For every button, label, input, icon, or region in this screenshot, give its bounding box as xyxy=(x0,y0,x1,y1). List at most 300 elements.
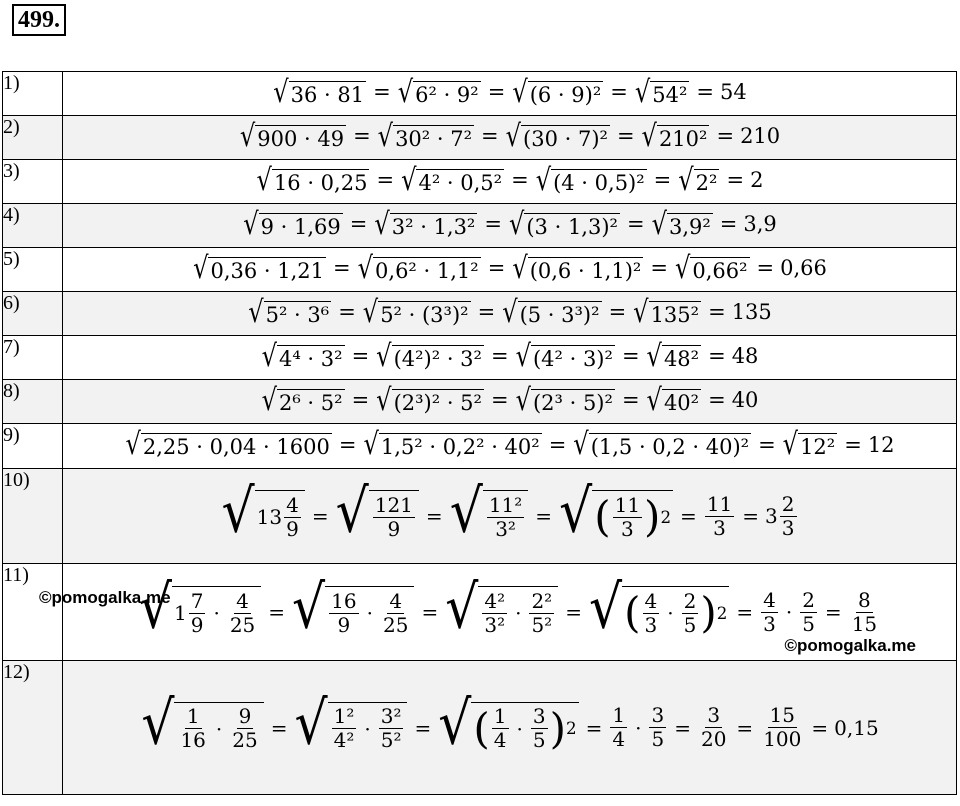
row-number-cell xyxy=(3,204,63,248)
equals-sign: = xyxy=(349,212,368,237)
radical xyxy=(376,338,484,374)
times-sign: · xyxy=(213,601,220,625)
radical xyxy=(646,382,702,418)
parenthesis: ( xyxy=(624,588,641,637)
denominator: 4² xyxy=(333,728,355,752)
radicand xyxy=(649,301,702,327)
radical-sign: √ xyxy=(261,338,277,374)
radicand xyxy=(259,213,343,239)
radicand xyxy=(264,301,332,327)
equation xyxy=(272,74,747,110)
equals-sign: = xyxy=(270,715,288,740)
radicand xyxy=(531,389,615,415)
numerator: 8 xyxy=(858,587,871,612)
result: 40 xyxy=(731,388,759,413)
equals-sign: = xyxy=(626,212,645,237)
radicand xyxy=(174,702,263,754)
numerator: 16 xyxy=(331,588,357,613)
denominator: 3 xyxy=(620,516,634,541)
radicand-text: (4² · 3)² xyxy=(532,346,613,371)
equals-sign: = xyxy=(708,344,726,369)
radical xyxy=(363,426,541,462)
equals-sign: = xyxy=(333,256,351,281)
equals-sign: = xyxy=(351,388,370,413)
whole-part: 13 xyxy=(256,505,283,529)
radical xyxy=(449,477,529,547)
fraction xyxy=(379,705,404,752)
denominator: 25 xyxy=(232,728,258,752)
radical-sign: √ xyxy=(363,426,379,462)
radical-sign: √ xyxy=(588,573,623,643)
equals-sign: = xyxy=(616,124,635,149)
row-number: 10) xyxy=(3,469,30,491)
denominator: 5² xyxy=(531,612,553,637)
radicand xyxy=(255,125,346,151)
radical-sign: √ xyxy=(374,206,390,242)
equation xyxy=(256,162,764,198)
equation xyxy=(239,118,781,154)
table-row xyxy=(3,160,957,204)
equals-sign: = xyxy=(650,256,668,281)
radicand-text: 2² xyxy=(695,170,718,195)
radicand-text: (2³)² · 5² xyxy=(393,390,482,415)
denominator: 16 xyxy=(180,728,206,752)
numerator: 4 xyxy=(389,588,403,613)
row-number-cell xyxy=(3,661,63,795)
equation xyxy=(192,250,827,286)
equals-sign: = xyxy=(376,168,395,193)
equals-sign: = xyxy=(373,80,391,105)
equals-sign: = xyxy=(477,300,496,325)
result: 12 xyxy=(867,432,895,457)
radical xyxy=(261,338,345,374)
fraction xyxy=(373,494,415,541)
radicand-text: (2³ · 5)² xyxy=(532,390,613,415)
numerator: 1 xyxy=(186,704,200,728)
expression-cell xyxy=(63,336,957,380)
radicand xyxy=(662,389,701,415)
row-number-cell xyxy=(3,116,63,160)
radicand-text: 36 · 81 xyxy=(290,82,365,107)
radicand-text: 6² · 9² xyxy=(415,82,479,107)
radical xyxy=(273,74,366,110)
radicand xyxy=(325,586,414,638)
radical xyxy=(641,118,710,154)
radical xyxy=(377,118,474,154)
equals-sign: = xyxy=(680,504,697,528)
row-number-cell xyxy=(3,469,63,564)
fraction xyxy=(610,704,627,751)
equals-sign: = xyxy=(338,432,357,457)
radicand xyxy=(379,433,542,459)
radical-sign: √ xyxy=(239,118,256,154)
equals-sign: = xyxy=(353,124,371,149)
radicand-text: 3,9² xyxy=(668,214,711,239)
equation xyxy=(247,294,772,330)
table-row xyxy=(3,292,957,336)
fraction xyxy=(230,705,259,752)
table-row xyxy=(3,72,957,116)
numerator: 9 xyxy=(238,704,252,728)
radicand xyxy=(694,169,720,195)
radicand xyxy=(369,490,419,542)
equals-sign: = xyxy=(490,388,509,413)
radical xyxy=(141,689,263,759)
radical xyxy=(335,477,419,547)
equals-sign: = xyxy=(484,212,502,237)
equation xyxy=(261,382,759,418)
denominator: 4 xyxy=(612,727,626,751)
radical-sign: √ xyxy=(362,294,379,330)
radicand-text: 2⁶ · 5² xyxy=(278,390,343,415)
equals-sign: = xyxy=(610,80,628,105)
radicand-text: 135² xyxy=(650,302,700,327)
expression-cell xyxy=(63,564,957,661)
fraction xyxy=(705,493,734,540)
table-row xyxy=(3,204,957,248)
radical-sign: √ xyxy=(651,206,667,242)
radical xyxy=(221,477,305,547)
denominator: 3 xyxy=(713,515,726,540)
equals-sign: = xyxy=(511,168,529,193)
radical xyxy=(573,426,751,462)
fraction xyxy=(332,705,357,752)
radicand-text: 48² xyxy=(663,346,700,371)
denominator: 3 xyxy=(763,611,776,636)
equals-sign: = xyxy=(490,344,509,369)
radical-sign: √ xyxy=(377,118,394,154)
radical xyxy=(261,382,345,418)
radicand xyxy=(551,169,647,195)
radical-sign: √ xyxy=(401,162,417,198)
numerator: 2 xyxy=(683,588,697,613)
radical-sign: √ xyxy=(376,382,392,418)
row-number: 5) xyxy=(3,248,20,270)
fraction xyxy=(178,705,207,752)
radicand-text: (4 · 0,5)² xyxy=(553,170,645,195)
radicand xyxy=(277,345,345,371)
equals-sign: = xyxy=(414,715,432,740)
times-sign: · xyxy=(667,601,674,625)
radical-sign: √ xyxy=(141,689,175,759)
expression-cell xyxy=(63,661,957,795)
radicand xyxy=(589,433,751,459)
radical xyxy=(362,294,471,330)
row-number-cell xyxy=(3,160,63,204)
radicand xyxy=(373,257,481,283)
radical xyxy=(674,250,750,286)
denominator: 5 xyxy=(651,727,665,751)
exponent: 2 xyxy=(716,603,728,623)
equals-sign: = xyxy=(425,504,443,528)
radical-sign: √ xyxy=(292,573,326,643)
equals-sign: = xyxy=(758,432,776,457)
radical-sign: √ xyxy=(674,250,691,286)
fraction xyxy=(780,493,797,540)
equals-sign: = xyxy=(736,715,754,740)
radical xyxy=(397,74,481,110)
fraction xyxy=(531,705,548,752)
fraction xyxy=(800,589,817,636)
radicand-text: 30² · 7² xyxy=(395,126,473,151)
radical-sign: √ xyxy=(273,74,289,110)
radical xyxy=(445,573,558,643)
radicand-text: 12² xyxy=(800,435,836,460)
row-number: 7) xyxy=(3,336,20,358)
equals-sign: = xyxy=(621,388,640,413)
numerator: 15 xyxy=(769,703,795,727)
radicand-text: 0,36 · 1,21 xyxy=(210,258,325,283)
radical xyxy=(646,338,702,374)
radicand xyxy=(662,345,701,371)
equals-sign: = xyxy=(487,256,506,281)
radicand xyxy=(650,81,689,107)
parenthesis: ) xyxy=(700,588,717,637)
equation xyxy=(138,573,881,643)
denominator: 4 xyxy=(493,728,507,752)
result: 54 xyxy=(720,80,747,105)
equals-sign: = xyxy=(756,256,775,281)
watermark: ©pomogalka.me xyxy=(784,636,916,655)
table-row xyxy=(3,116,957,160)
row-number-cell xyxy=(3,424,63,469)
radicand xyxy=(413,81,481,107)
radicand xyxy=(524,213,620,239)
radical xyxy=(515,382,615,418)
result: 0,15 xyxy=(834,715,879,740)
fraction xyxy=(850,589,879,636)
equals-sign: = xyxy=(811,715,829,740)
radical xyxy=(401,162,504,198)
radicand xyxy=(390,213,478,239)
numerator: 4 xyxy=(763,587,776,612)
radical xyxy=(243,206,343,242)
result: 2 xyxy=(750,168,764,193)
row-number-cell xyxy=(3,380,63,424)
radical xyxy=(374,206,477,242)
denominator: 5² xyxy=(380,728,402,752)
radicand-text: 40² xyxy=(663,390,700,415)
row-number: 4) xyxy=(3,204,20,226)
equation xyxy=(221,477,799,547)
equals-sign: = xyxy=(421,600,439,624)
row-number: 1) xyxy=(3,72,20,94)
task-number: 499. xyxy=(12,4,66,36)
radical-sign: √ xyxy=(445,573,479,643)
denominator: 100 xyxy=(763,727,802,751)
radical-sign: √ xyxy=(646,382,662,418)
equals-sign: = xyxy=(674,715,691,740)
equals-sign: = xyxy=(726,168,745,193)
radical xyxy=(294,689,407,759)
radicand xyxy=(528,257,644,283)
expression-cell xyxy=(63,248,957,292)
radical-sign: √ xyxy=(193,250,209,286)
radical xyxy=(502,294,601,330)
denominator: 9 xyxy=(337,612,351,637)
result: 3,9 xyxy=(743,212,777,237)
fraction xyxy=(682,590,699,637)
radical-sign: √ xyxy=(535,162,552,198)
radical-sign: √ xyxy=(641,118,657,154)
radicand-text: 4⁴ · 3² xyxy=(278,346,343,371)
equals-sign: = xyxy=(742,504,760,528)
radicand-text: 2,25 · 0,04 · 1600 xyxy=(142,435,330,460)
row-number-cell xyxy=(3,248,63,292)
expression-cell xyxy=(63,204,957,248)
result: 0,66 xyxy=(780,256,827,281)
denominator: 9 xyxy=(387,516,401,541)
numerator: 11 xyxy=(706,491,733,516)
radicand-text: (5 · 3³)² xyxy=(519,302,600,327)
radicand-text: (4²)² · 3² xyxy=(393,346,482,371)
radical xyxy=(634,74,690,110)
equals-sign: = xyxy=(736,600,754,624)
row-number: 8) xyxy=(3,380,20,402)
radicand xyxy=(416,169,504,195)
fraction xyxy=(482,590,507,637)
row-number-cell xyxy=(3,336,63,380)
whole-part: 1 xyxy=(173,601,187,625)
radicand xyxy=(392,389,484,415)
fraction xyxy=(228,590,257,637)
fraction xyxy=(329,590,358,637)
expression-cell xyxy=(63,292,957,336)
equals-sign: = xyxy=(653,168,672,193)
radical xyxy=(588,573,729,643)
radicand xyxy=(690,257,749,283)
numerator: 1 xyxy=(612,703,626,727)
radicand xyxy=(172,586,261,638)
fraction xyxy=(699,704,728,751)
expression-cell xyxy=(63,160,957,204)
denominator: 5 xyxy=(532,728,546,752)
radicand-text: 3² · 1,3² xyxy=(391,214,476,239)
radicand xyxy=(328,702,408,754)
radical xyxy=(535,162,647,198)
table-row xyxy=(3,336,957,380)
radical xyxy=(559,477,673,547)
radicand-text: 900 · 49 xyxy=(257,126,345,151)
fraction xyxy=(529,590,554,637)
radicand xyxy=(483,490,528,542)
equals-sign: = xyxy=(585,715,603,740)
radicand-text: (0,6 · 1,1)² xyxy=(529,258,642,283)
radicand xyxy=(471,702,578,754)
expression-cell xyxy=(63,424,957,469)
radical xyxy=(357,250,481,286)
equals-sign: = xyxy=(696,80,715,105)
radical-sign: √ xyxy=(243,206,259,242)
row-number-cell xyxy=(3,72,63,116)
radicand-text: 210² xyxy=(658,126,708,151)
radicand xyxy=(478,586,558,638)
radicand-text: 9 · 1,69 xyxy=(260,214,341,239)
denominator: 9 xyxy=(286,516,299,541)
radicand-text: (3 · 1,3)² xyxy=(526,214,618,239)
radical xyxy=(376,382,484,418)
equals-sign: = xyxy=(844,432,862,457)
radical-sign: √ xyxy=(512,250,528,286)
row-number: 3) xyxy=(3,160,20,182)
radical xyxy=(633,294,701,330)
denominator: 3 xyxy=(644,612,658,637)
expression-cell xyxy=(63,469,957,564)
row-number: 11) xyxy=(3,564,29,586)
numerator: 121 xyxy=(374,492,413,517)
radicand-text: 1,5² · 0,2² · 40² xyxy=(380,435,540,460)
numerator: 2 xyxy=(781,491,795,516)
radical xyxy=(508,206,620,242)
radical xyxy=(782,426,838,462)
radicand-text: 4² · 0,5² xyxy=(418,170,503,195)
radicand xyxy=(518,301,602,327)
denominator: 20 xyxy=(700,727,727,751)
radical-sign: √ xyxy=(397,74,414,110)
equals-sign: = xyxy=(311,504,329,528)
table-row xyxy=(3,380,957,424)
radicand xyxy=(622,586,729,638)
radicand-text: 16 · 0,25 xyxy=(273,170,368,195)
equals-sign: = xyxy=(351,344,370,369)
radical-sign: √ xyxy=(294,689,328,759)
table-row xyxy=(3,661,957,795)
equals-sign: = xyxy=(338,300,356,325)
times-sign: · xyxy=(215,716,223,741)
numerator: 3² xyxy=(380,704,402,728)
numerator: 7 xyxy=(190,588,204,613)
radical-sign: √ xyxy=(449,477,483,547)
watermark: ©pomogalka.me xyxy=(39,588,171,607)
fraction xyxy=(649,704,666,751)
solutions-table xyxy=(2,71,957,795)
row-number-cell xyxy=(3,292,63,336)
fraction xyxy=(643,590,660,637)
radical-sign: √ xyxy=(335,477,369,547)
radical-sign: √ xyxy=(646,338,662,374)
radicand-text: 54² xyxy=(652,82,688,107)
radical xyxy=(125,426,331,462)
radical xyxy=(248,294,331,330)
radical xyxy=(512,250,643,286)
numerator: 3 xyxy=(532,704,546,728)
radical-sign: √ xyxy=(221,477,255,547)
radical-sign: √ xyxy=(376,338,392,374)
numerator: 4 xyxy=(644,588,658,613)
equation xyxy=(242,206,777,242)
radical xyxy=(193,250,326,286)
equals-sign: = xyxy=(548,432,567,457)
radicand xyxy=(798,433,837,459)
equals-sign: = xyxy=(708,388,726,413)
radical xyxy=(292,573,414,643)
radical-sign: √ xyxy=(357,250,374,286)
equals-sign: = xyxy=(716,124,735,149)
equals-sign: = xyxy=(621,344,640,369)
radical-sign: √ xyxy=(559,477,593,547)
radicand-text: 5² · 3⁶ xyxy=(265,302,330,327)
result: 48 xyxy=(731,344,759,369)
numerator: 1 xyxy=(493,704,507,728)
radicand xyxy=(393,125,474,151)
radical xyxy=(505,118,610,154)
numerator: 4 xyxy=(236,588,249,613)
radical-sign: √ xyxy=(505,118,522,154)
numerator: 4² xyxy=(484,588,506,613)
row-number-cell xyxy=(3,564,171,661)
radicand xyxy=(141,433,332,459)
radical-sign: √ xyxy=(633,294,649,330)
